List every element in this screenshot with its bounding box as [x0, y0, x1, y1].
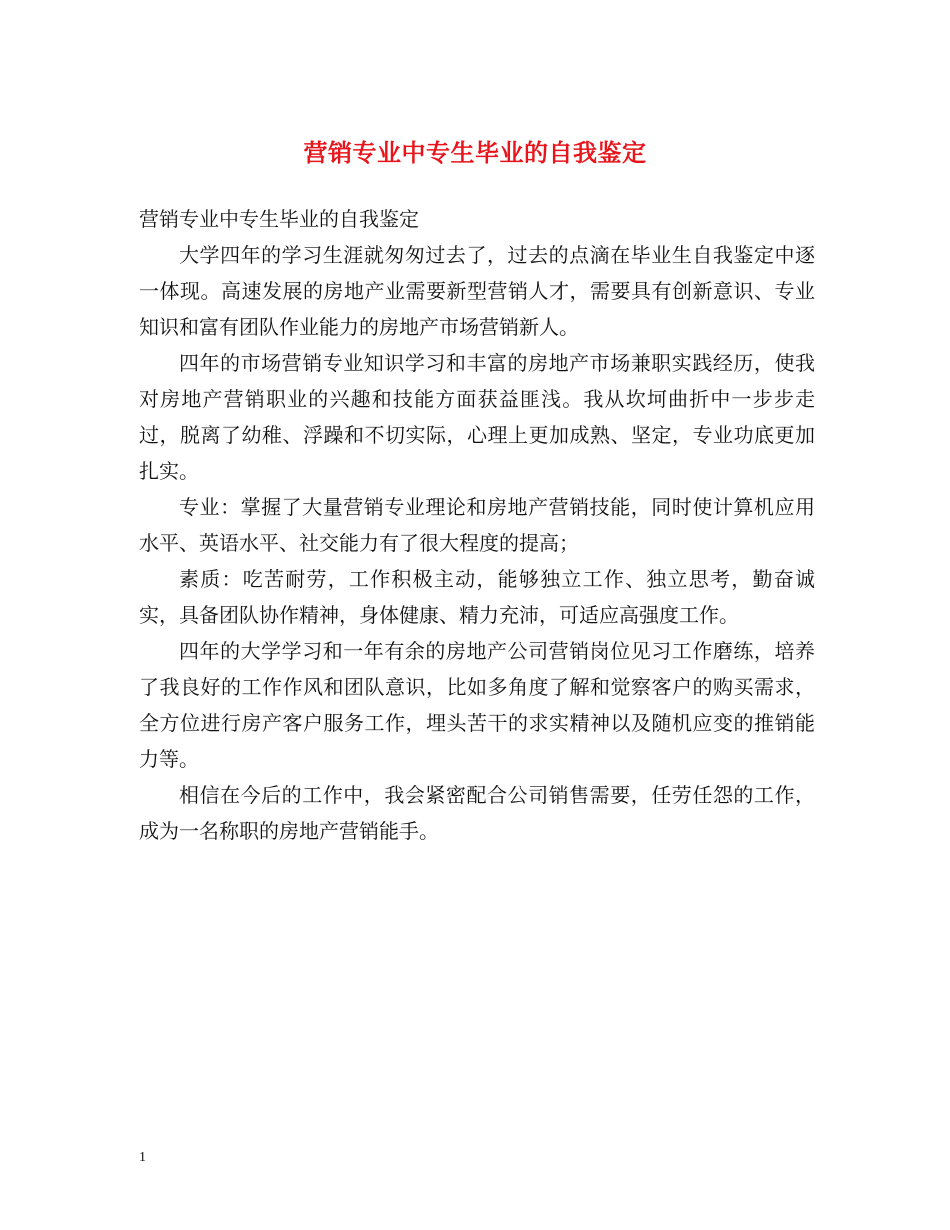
paragraph-1: 大学四年的学习生涯就匆匆过去了，过去的点滴在毕业生自我鉴定中逐一体现。高速发展的房地产业需要新型营销人才，需要具有创新意识、专业知识和富有团队作业能力的房地产市场营销新人。 [139, 243, 815, 339]
document-body [139, 201, 815, 849]
paragraph-2: 四年的市场营销专业知识学习和丰富的房地产市场兼职实践经历，使我对房地产营销职业的兴趣和技能方面获益匪浅。我从坎坷曲折中一步步走过，脱离了幼稚、浮躁和不切实际，心理上更加成熟、坚定，专业功底更加扎实。 [139, 351, 815, 483]
paragraph-6: 相信在今后的工作中，我会紧密配合公司销售需要，任劳任怨的工作，成为一名称职的房地产营销能手。 [139, 783, 815, 843]
paragraph-4: 素质：吃苦耐劳，工作积极主动，能够独立工作、独立思考，勤奋诚实，具备团队协作精神，身体健康、精力充沛，可适应高强度工作。 [139, 567, 815, 627]
page-number: 1 [139, 1150, 146, 1165]
paragraph-3: 专业：掌握了大量营销专业理论和房地产营销技能，同时使计算机应用水平、英语水平、社交能力有了很大程度的提高； [139, 495, 815, 555]
paragraph-5: 四年的大学学习和一年有余的房地产公司营销岗位见习工作磨练，培养了我良好的工作作风和团队意识，比如多角度了解和觉察客户的购买需求，全方位进行房产客户服务工作，埋头苦干的求实精神以及随机应变的推销能力等。 [139, 639, 815, 771]
document-subtitle: 营销专业中专生毕业的自我鉴定 [139, 207, 419, 231]
document-title: 营销专业中专生毕业的自我鉴定 [303, 138, 647, 167]
